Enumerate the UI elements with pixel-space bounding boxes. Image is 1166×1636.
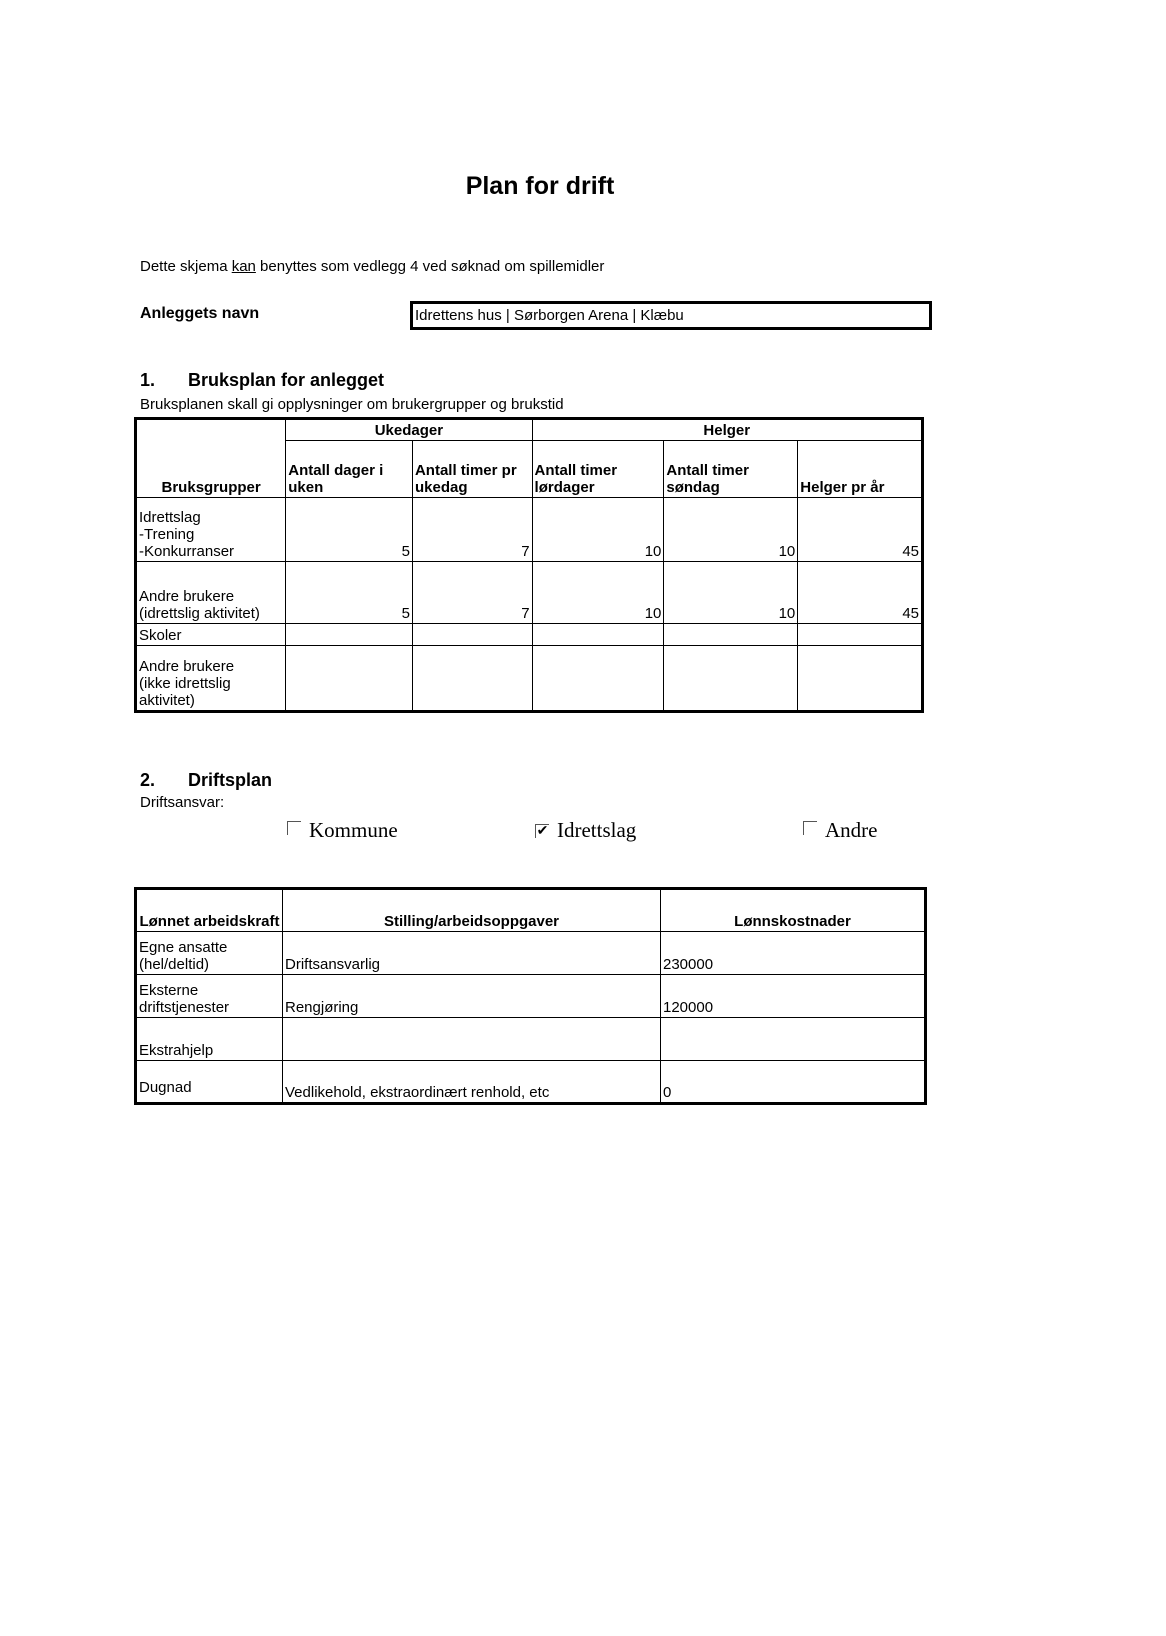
option-andre-label: Andre [825,818,878,842]
row-type: Dugnad [136,1061,283,1104]
header-hours-sunday: Antall timer søndag [664,441,798,498]
header-helger: Helger [532,419,922,441]
option-idrettslag-label: Idrettslag [557,818,637,842]
row-type: Eksterne driftstjenester [136,975,283,1018]
row-group: Andre brukere (idrettslig aktivitet) [136,562,286,624]
cell-cost[interactable]: 230000 [661,932,926,975]
table-row [136,1061,926,1104]
cell-weekends-per-year[interactable]: 45 [798,562,923,624]
option-kommune-label: Kommune [309,818,398,842]
row-group: Andre brukere (ikke idrettslig aktivitet) [136,646,286,712]
cell-cost[interactable] [661,1018,926,1061]
table-row [136,562,923,624]
cell-role[interactable]: Vedlikehold, ekstraordinært renhold, etc [283,1061,661,1104]
section1-title: Bruksplan for anlegget [188,370,385,390]
table-row [136,498,923,562]
intro-underlined: kan [231,258,256,275]
row-group: Skoler [136,624,286,646]
table-row [136,932,926,975]
section1-heading [140,370,384,391]
cell-hours-per-weekday[interactable]: 7 [412,498,532,562]
section1-subtitle: Bruksplanen skall gi opplysninger om brukergrupper og brukstid [140,396,564,413]
intro-after: benyttes som vedlegg 4 ved søknad om spillemidler [255,258,605,275]
row-type: Ekstrahjelp [136,1018,283,1061]
header-paid-labor: Lønnet arbeidskraft [136,889,283,932]
section1-number: 1. [140,370,156,390]
header-weekends-per-year: Helger pr år [798,441,923,498]
cell-hours-per-weekday[interactable] [412,646,532,712]
section2-heading [140,770,272,791]
header-role: Stilling/arbeidsoppgaver [283,889,661,932]
table-row [136,1018,926,1061]
cell-role[interactable]: Rengjøring [283,975,661,1018]
cell-weekends-per-year[interactable] [798,646,923,712]
cell-weekends-per-year[interactable]: 45 [798,498,923,562]
checkbox-kommune[interactable] [287,821,301,835]
header-hours-saturday: Antall timer lørdager [532,441,664,498]
cell-weekends-per-year[interactable] [798,624,923,646]
section2-subtitle: Driftsansvar: [140,794,225,811]
intro-text [140,258,604,275]
staffing-table [134,887,927,1105]
usage-plan-table [134,417,924,713]
cell-days-per-week[interactable] [286,624,413,646]
option-idrettslag[interactable] [535,818,636,843]
row-group: Idrettslag -Trening -Konkurranser [136,498,286,562]
cell-days-per-week[interactable] [286,646,413,712]
cell-hours-saturday[interactable] [532,624,664,646]
table-row [136,624,923,646]
table-row [136,646,923,712]
row-type: Egne ansatte (hel/deltid) [136,932,283,975]
header-cost: Lønnskostnader [661,889,926,932]
cell-days-per-week[interactable]: 5 [286,562,413,624]
cell-hours-sunday[interactable] [664,646,798,712]
option-andre[interactable] [803,818,877,843]
cell-hours-sunday[interactable]: 10 [664,562,798,624]
cell-role[interactable]: Driftsansvarlig [283,932,661,975]
cell-hours-per-weekday[interactable] [412,624,532,646]
cell-days-per-week[interactable]: 5 [286,498,413,562]
section2-title: Driftsplan [188,770,273,790]
cell-hours-saturday[interactable] [532,646,664,712]
page-title: Plan for drift [465,172,615,200]
facility-name-field[interactable]: Idrettens hus | Sørborgen Arena | Klæbu [410,301,932,330]
option-kommune[interactable] [287,818,398,843]
table-row [136,975,926,1018]
cell-hours-saturday[interactable]: 10 [532,498,664,562]
header-days-per-week: Antall dager i uken [286,441,413,498]
header-ukedager: Ukedager [286,419,532,441]
cell-hours-sunday[interactable]: 10 [664,498,798,562]
intro-before: Dette skjema [140,258,232,275]
header-hours-per-weekday: Antall timer pr ukedag [412,441,532,498]
cell-cost[interactable]: 120000 [661,975,926,1018]
cell-hours-sunday[interactable] [664,624,798,646]
section2-number: 2. [140,770,156,790]
header-bruksgrupper: Bruksgrupper [136,419,286,498]
checkbox-idrettslag[interactable]: ✔ [536,824,549,839]
cell-hours-saturday[interactable]: 10 [532,562,664,624]
checkbox-andre[interactable] [803,821,817,835]
cell-hours-per-weekday[interactable]: 7 [412,562,532,624]
cell-cost[interactable]: 0 [661,1061,926,1104]
facility-name-label: Anleggets navn [140,305,260,322]
cell-role[interactable] [283,1018,661,1061]
